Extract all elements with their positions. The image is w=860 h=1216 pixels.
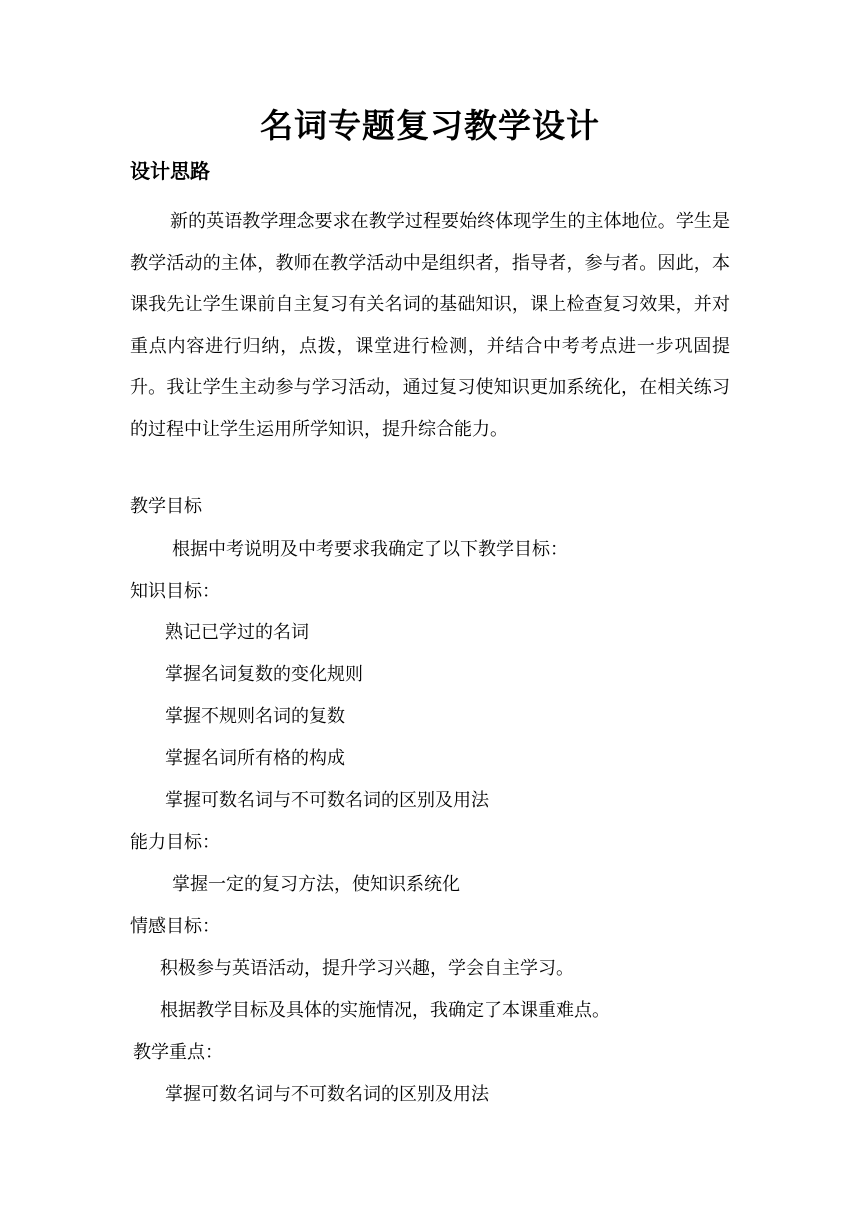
emotion-heading: 情感目标： xyxy=(130,916,220,937)
knowledge-item: 掌握可数名词与不可数名词的区别及用法 xyxy=(165,790,489,811)
ability-heading: 能力目标： xyxy=(130,832,220,853)
document-title: 名词专题复习教学设计 xyxy=(260,106,600,145)
knowledge-item: 掌握名词复数的变化规则 xyxy=(165,664,363,685)
knowledge-item: 熟记已学过的名词 xyxy=(165,622,309,643)
design-paragraph: 新的英语教学理念要求在教学过程要始终体现学生的主体地位。学生是教学活动的主体，教师在教学活动中是组织者，指导者，参与者。因此，本课我先让学生课前自主复习有关名词的基础知识，课上检查复习效果，并对重点内容进行归纳，点拨，课堂进行检测，并结合中考考点进一步巩固提升。我让学生主动参与学习活动，通过复习使知识更加系统化，在相关练习的过程中让学生运用所学知识，提升综合能力。 xyxy=(130,211,730,440)
emotion-item: 积极参与英语活动，提升学习兴趣，学会自主学习。 xyxy=(160,958,574,979)
knowledge-heading: 知识目标： xyxy=(130,581,220,602)
knowledge-item: 掌握不规则名词的复数 xyxy=(165,706,345,727)
objectives-heading: 教学目标 xyxy=(130,496,202,517)
key-points-intro: 根据教学目标及具体的实施情况，我确定了本课重难点。 xyxy=(160,1000,610,1021)
knowledge-item: 掌握名词所有格的构成 xyxy=(165,748,345,769)
objectives-intro: 根据中考说明及中考要求我确定了以下教学目标： xyxy=(172,539,568,560)
ability-item: 掌握一定的复习方法，使知识系统化 xyxy=(172,874,460,895)
key-points-item: 掌握可数名词与不可数名词的区别及用法 xyxy=(165,1084,489,1105)
key-points-heading: 教学重点： xyxy=(133,1042,223,1063)
design-heading: 设计思路 xyxy=(130,159,210,183)
